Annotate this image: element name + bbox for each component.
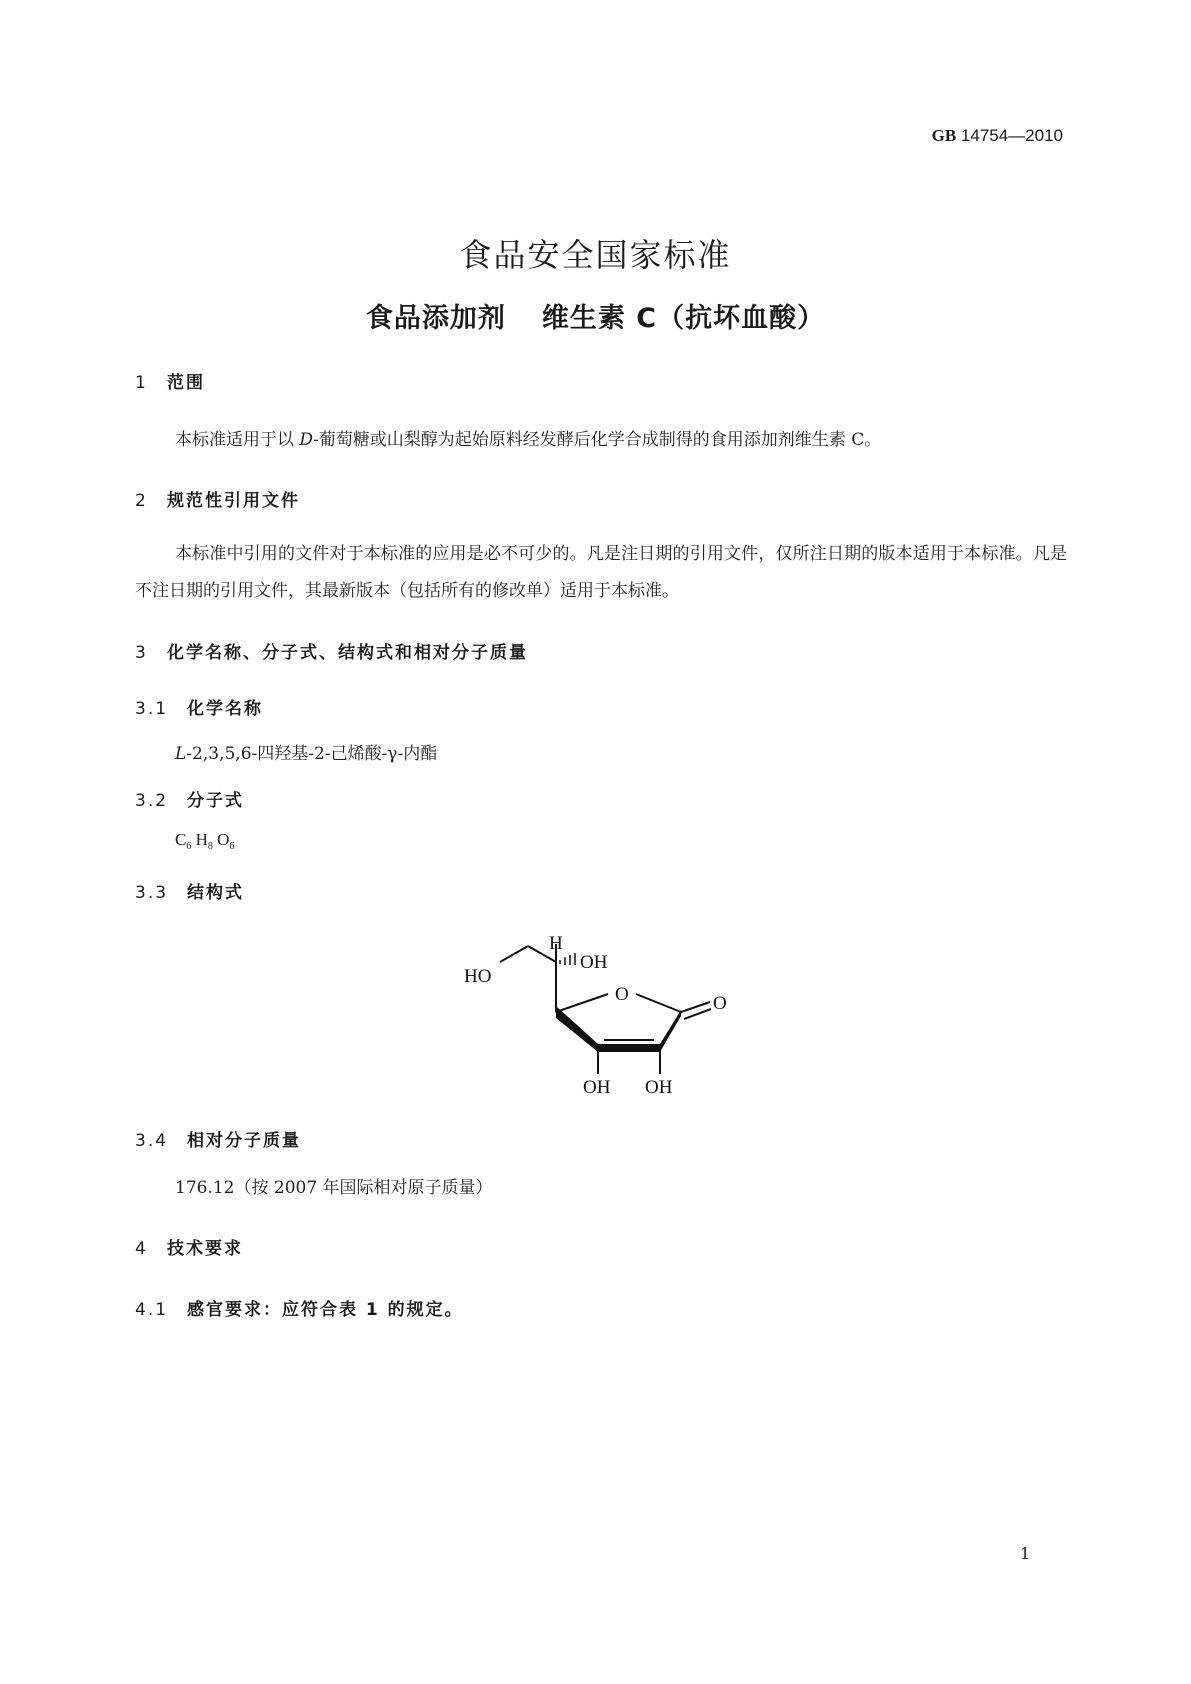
element-c: C bbox=[175, 830, 187, 849]
section-1-text bbox=[175, 425, 881, 450]
standard-code bbox=[0, 126, 1063, 146]
italic-prefix: D bbox=[299, 430, 314, 450]
wedge-bond-right bbox=[660, 1010, 681, 1052]
count-c: 6 bbox=[186, 841, 192, 852]
section-number: 2 bbox=[135, 491, 148, 511]
section-number: 4 bbox=[135, 1239, 148, 1259]
bond-c1-o bbox=[636, 994, 681, 1012]
section-number: 4.1 bbox=[135, 1300, 169, 1320]
text-fragment: -2,3,5,6-四羟基-2-己烯酸-γ-内酯 bbox=[186, 744, 438, 764]
subtitle-right: 维生素 C（抗坏血酸） bbox=[541, 303, 826, 334]
italic-prefix: L bbox=[175, 744, 187, 764]
document-subtitle bbox=[0, 296, 1191, 335]
section-4-heading bbox=[135, 1234, 243, 1259]
atom-carbonyl-o: O bbox=[713, 993, 727, 1014]
atom-h: H bbox=[549, 933, 563, 954]
section-2-heading bbox=[135, 486, 300, 511]
text-fragment: -葡萄糖或山梨醇为起始原料经发酵后化学合成制得的食用添加剂维生素 C。 bbox=[313, 430, 882, 450]
section-number: 3.1 bbox=[135, 699, 169, 719]
section-3-2-heading bbox=[135, 786, 244, 811]
section-3-1-heading bbox=[135, 694, 263, 719]
atom-oh-right: OH bbox=[645, 1077, 673, 1098]
section-title: 分子式 bbox=[187, 791, 244, 811]
section-title: 结构式 bbox=[187, 883, 244, 903]
section-number: 3.2 bbox=[135, 791, 169, 811]
wedge-bond-front bbox=[556, 1006, 598, 1052]
section-3-heading bbox=[135, 638, 528, 663]
hashed-bond bbox=[560, 953, 575, 965]
section-title: 感官要求：应符合表 1 的规定。 bbox=[187, 1300, 464, 1320]
subtitle-left: 食品添加剂 bbox=[365, 303, 506, 334]
section-3-3-heading bbox=[135, 878, 244, 903]
structural-formula bbox=[440, 925, 770, 1100]
section-title: 化学名称 bbox=[187, 699, 263, 719]
section-number: 3.3 bbox=[135, 883, 169, 903]
atom-ho: HO bbox=[464, 966, 492, 987]
section-title: 范围 bbox=[167, 373, 205, 393]
wedge-bond-bottom bbox=[598, 1044, 660, 1052]
count-h: 8 bbox=[207, 841, 213, 852]
element-h: H bbox=[195, 830, 208, 849]
section-title: 相对分子质量 bbox=[187, 1131, 301, 1151]
text-fragment: 本标准适用于以 bbox=[175, 430, 300, 450]
atom-oh-left: OH bbox=[583, 1077, 611, 1098]
section-1-heading bbox=[135, 368, 205, 393]
section-2-text: 本标准中引用的文件对于本标准的应用是必不可少的。凡是注日期的引用文件，仅所注日期的版本适用于本标准。凡是不注日期的引用文件，其最新版本（包括所有的修改单）适用于本标准。 bbox=[135, 544, 1067, 601]
section-number: 1 bbox=[135, 373, 148, 393]
section-title: 规范性引用文件 bbox=[167, 491, 300, 511]
bond-c6-oh bbox=[500, 946, 528, 962]
molecular-weight: 176.12（按 2007 年国际相对原子质量） bbox=[175, 1178, 493, 1198]
section-4-1-heading bbox=[135, 1295, 464, 1320]
page-number: 1 bbox=[1020, 1544, 1031, 1563]
atom-ring-o: O bbox=[615, 984, 629, 1005]
bond-o-c4 bbox=[556, 994, 608, 1012]
atom-oh-top: OH bbox=[580, 952, 608, 973]
section-number: 3 bbox=[135, 643, 148, 663]
section-title: 技术要求 bbox=[167, 1239, 243, 1259]
standard-number: 14754—2010 bbox=[960, 126, 1063, 145]
chemical-name bbox=[175, 739, 437, 764]
section-number: 3.4 bbox=[135, 1131, 169, 1151]
count-o: 6 bbox=[229, 841, 235, 852]
standard-prefix: GB bbox=[931, 126, 957, 145]
section-3-4-heading bbox=[135, 1126, 301, 1151]
section-title: 化学名称、分子式、结构式和相对分子质量 bbox=[167, 643, 528, 663]
element-o: O bbox=[217, 830, 230, 849]
molecular-formula bbox=[175, 830, 234, 852]
document-title: 食品安全国家标准 bbox=[459, 236, 732, 274]
